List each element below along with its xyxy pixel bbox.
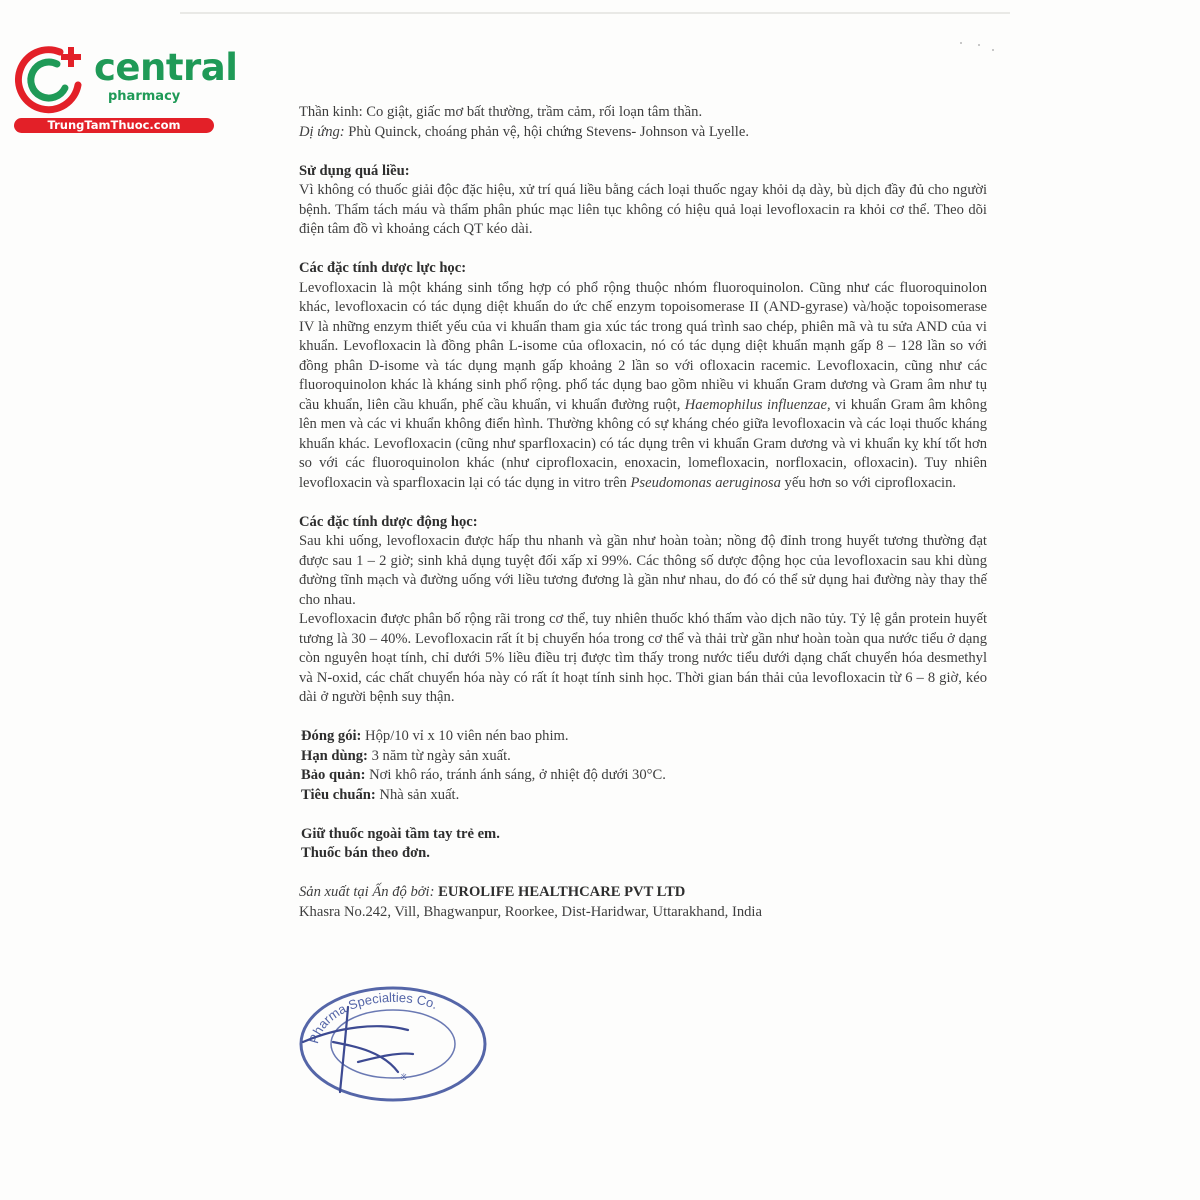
pharmacokinetics-para2: Levofloxacin được phân bố rộng rãi trong cơ thể, tuy nhiên thuốc khó thấm vào dịch não tủy. Tỷ lệ gắn protein huyết tương là 30 – 40%. Levofloxacin rất ít bị chuyển hóa trong cơ thể và thải trừ gần như hoàn toàn qua nước tiểu ở dạng còn nguyên hoạt tính, chỉ dưới 5% liều điều trị được tìm thấy trong nước tiểu dưới dạng chất chuyển hóa desmethyl và N-oxid, các chất chuyển hóa này có rất ít hoạt tính sinh học. Thời gian bán thải của levofloxacin từ 6 – 8 giờ, kéo dài ở người bệnh suy thận. [299,611,987,705]
standard-value: Nhà sản xuất. [375,786,460,803]
pharmacokinetics-heading: Các đặc tính dược động học: [299,513,478,530]
storage-label: Bảo quản: [301,767,366,783]
expiry-value: 3 năm từ ngày sản xuất. [367,747,511,764]
allergy-text: Phù Quinck, choáng phản vệ, hội chứng Stevens- Johnson và Lyelle. [344,123,749,140]
logo-sub-text: pharmacy [108,89,181,104]
company-stamp [288,982,503,1107]
logo-brand-text: central [94,46,238,89]
scan-speck [978,44,980,46]
manufacturer-line [299,883,987,903]
pharmacodynamics-heading: Các đặc tính dược lực học: [299,260,467,276]
storage-value: Nơi khô ráo, tránh ánh sáng, ở nhiệt độ dưới 30°C. [365,767,666,783]
pharmacodynamics-part3: yếu hơn so với ciprofloxacin. [780,474,957,491]
warning-children: Giữ thuốc ngoài tầm tay trẻ em. [301,825,500,842]
product-info-expiry [301,747,987,767]
product-info-storage [301,766,987,786]
svg-text:※: ※ [400,1072,408,1082]
side-effects-nerve: Thần kinh: Co giật, giấc mơ bất thường, trầm cảm, rối loạn tâm thần. [299,104,703,120]
overdose-text: Vì không có thuốc giải độc đặc hiệu, xử trí quá liều bằng cách loại thuốc ngay khỏi dạ dày, bù dịch đầy đủ cho người bệnh. Thẩm tách máu và thẩm phân phúc mạc liên tục không có hiệu quả loại levofloxacin ra khỏi cơ thể. Theo dõi điện tâm đồ vì khoảng cách QT kéo dài. [299,182,987,237]
packaging-value: Hộp/10 vỉ x 10 viên nén bao phim. [361,728,569,744]
standard-label: Tiêu chuẩn: [301,786,376,803]
allergy-label: Dị ứng: [299,123,345,140]
pharmacodynamics-italic-pseudomonas: Pseudomonas aeruginosa [630,474,781,491]
overdose-heading: Sử dụng quá liều: [299,162,410,179]
product-info [301,727,987,864]
manufacturer-label: Sản xuất tại Ấn độ bởi: [299,884,435,900]
side-effects-allergy [299,123,987,143]
pharmacodynamics-text [299,279,987,494]
manufacturer-address: Khasra No.242, Vill, Bhagwanpur, Roorkee, Dist-Haridwar, Uttarakhand, India [299,903,762,920]
scan-edge [180,12,1010,14]
central-pharmacy-logo [10,38,238,138]
warning-prescription: Thuốc bán theo đơn. [301,845,430,861]
stamp-text: Pharma Specialties Co. [306,989,440,1046]
logo-site-badge: TrungTamThuoc.com [14,118,214,133]
document-body [299,103,987,922]
pharmacodynamics-part1: Levofloxacin là một kháng sinh tổng hợp có phổ rộng thuộc nhóm fluoroquinolon. Cũng như các fluoroquinolon khác, levofloxacin có tác dụng diệt khuẩn do ức chế enzym topoisomerase II (AND-gyrase) và/hoặc topoisomerase IV là những enzym thiết yếu của vi khuẩn tham gia xúc tác trong quá trình sao chép, phiên mã và tu sửa AND của vi khuẩn. Levofloxacin là đồng phân L-isome của ofloxacin, nó có tác dụng diệt khuẩn mạnh gấp 8 – 128 lần so với đồng phân D-isome và tác dụng mạnh gấp khoảng 2 lần so với ofloxacin racemic. Levofloxacin, cũng như các fluoroquinolon khác là kháng sinh phổ rộng. phổ tác dụng bao gồm nhiều vi khuẩn Gram dương và Gram âm như tụ cầu khuẩn, liên cầu khuẩn, phế cầu khuẩn, vi khuẩn đường ruột, [299,279,987,413]
expiry-label: Hạn dùng: [301,747,368,764]
central-pharmacy-logo-icon [10,38,90,118]
product-info-packaging [301,727,987,747]
pharmacokinetics-para1: Sau khi uống, levofloxacin được hấp thu nhanh và gần như hoàn toàn; nồng độ đỉnh trong huyết tương thường đạt được sau 1 – 2 giờ; sinh khả dụng tuyệt đối xấp xỉ 99%. Các thông số dược động học của levofloxacin sau khi dùng đường tĩnh mạch và đường uống với liều tương đương là gần như nhau, do đó có thể sử dụng hai đường này thay thế cho nhau. [299,533,987,608]
product-info-standard [301,786,987,806]
pharmacodynamics-italic-haemophilus: Haemophilus influenzae [684,396,827,413]
scan-speck [992,49,994,51]
scan-speck [960,42,962,44]
manufacturer-name: EUROLIFE HEALTHCARE PVT LTD [434,884,686,900]
packaging-label: Đóng gói: [301,728,362,744]
pharmacodynamics-part2: , vi khuẩn Gram âm không lên men và các vi khuẩn không điển hình. Thường không có sự kháng chéo giữa levofloxacin và các loại thuốc kháng khuẩn khác. Levofloxacin (cũng như sparfloxacin) có tác dụng trên vi khuẩn Gram dương và vi khuẩn kỵ khí tốt hơn so với các fluoroquinolon khác (như ciprofloxacin, enoxacin, lomefloxacin, norfloxacin, ofloxacin). Tuy nhiên levofloxacin và sparfloxacin lại có tác dụng in vitro trên [299,396,987,491]
